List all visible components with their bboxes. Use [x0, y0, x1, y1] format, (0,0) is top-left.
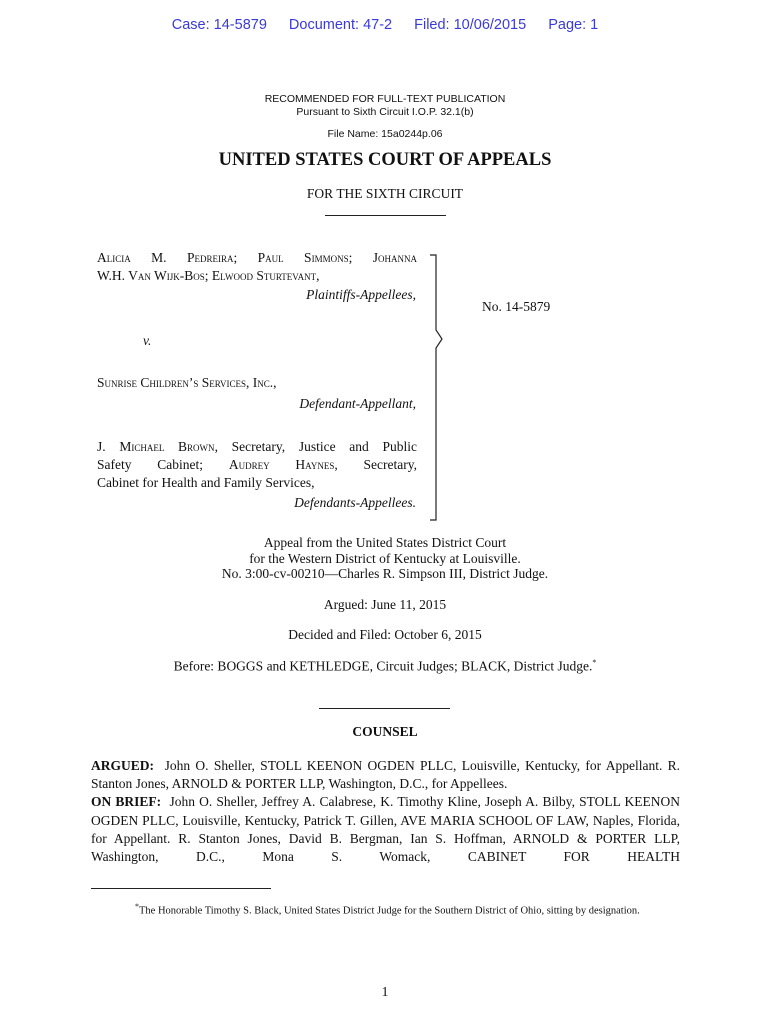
defendants2-line-3: Cabinet for Health and Family Services, — [97, 475, 315, 490]
brief-label: ON BRIEF: — [91, 794, 162, 810]
caption-bracket — [425, 252, 449, 524]
defendants2-role: Defendants-Appellees. — [294, 495, 416, 510]
panel-judges: Before: BOGGS and KETHLEDGE, Circuit Judges; BLACK, District Judge.* — [173, 658, 597, 674]
versus: v. — [143, 333, 152, 348]
defendants2-line-1: J. Michael Brown, Secretary, Justice and Public — [97, 439, 417, 454]
defendant-name: Sunrise Children’s Services, Inc., — [97, 375, 277, 390]
footnote-rule — [91, 888, 271, 889]
argued-label: ARGUED: — [91, 758, 154, 773]
publication-rule: Pursuant to Sixth Circuit I.O.P. 32.1(b) — [296, 106, 474, 118]
argued-paragraph — [91, 757, 680, 793]
plaintiffs-line-2: W.H. Van Wijk-Bos; Elwood Sturtevant, — [97, 268, 320, 283]
file-name: File Name: 15a0244p.06 — [327, 128, 443, 140]
counsel-divider — [319, 708, 450, 709]
document-number: Document: 47-2 — [288, 17, 393, 33]
plaintiffs-role: Plaintiffs-Appellees, — [306, 287, 416, 302]
argued-date: Argued: June 11, 2015 — [323, 597, 447, 612]
appeal-line-1: Appeal from the United States District Court — [263, 535, 507, 550]
filed-date: Filed: 10/06/2015 — [414, 17, 527, 33]
footnote-mark: * — [135, 902, 139, 911]
footnote — [91, 899, 680, 920]
defendant-role: Defendant-Appellant, — [299, 396, 416, 411]
plaintiffs-line-1: Alicia M. Pedreira; Paul Simmons; Johanna — [97, 250, 417, 265]
counsel-text — [91, 757, 680, 866]
title-divider — [325, 215, 446, 216]
counsel-heading: COUNSEL — [352, 724, 418, 739]
brief-text: John O. Sheller, Jeffrey A. Calabrese, K. Timothy Kline, Joseph A. Bilby, STOLL KEENON OGDEN PLLC, Louisville, Kentucky, Patrick T. Gillen, AVE MARIA SCHOOL OF LAW, Naples, Florida, for Appellant. R. Stanton Jones, David B. Bergman, Ian S. Hoffman, ARNOLD & PORTER LLP, Washington, D.C., Mona S. Womack, CABINET FOR HEALTH — [91, 794, 680, 865]
docket-number: No. 14-5879 — [482, 299, 551, 314]
page-number: 1 — [381, 985, 389, 1000]
argued-text: John O. Sheller, STOLL KEENON OGDEN PLLC, Louisville, Kentucky, for Appellant. R. Stanton Jones, ARNOLD & PORTER LLP, Washington, D.C., for Appellees. — [91, 758, 681, 792]
case-number: Case: 14-5879 — [171, 17, 267, 33]
footnote-marker: * — [592, 658, 597, 667]
appeal-line-2: for the Western District of Kentucky at Louisville. — [249, 551, 521, 566]
ecf-header — [0, 17, 770, 33]
footnote-text: The Honorable Timothy S. Black, United States District Judge for the Southern District of Ohio, sitting by designation. — [139, 905, 640, 917]
defendants2-line-2: Safety Cabinet; Audrey Haynes, Secretary, — [97, 457, 417, 472]
ecf-page-number: Page: 1 — [548, 17, 599, 33]
circuit-name: FOR THE SIXTH CIRCUIT — [306, 186, 464, 201]
decided-date: Decided and Filed: October 6, 2015 — [288, 627, 482, 642]
brief-paragraph — [91, 793, 680, 866]
appeal-line-3: No. 3:00-cv-00210—Charles R. Simpson III, District Judge. — [221, 566, 549, 581]
publication-recommendation: RECOMMENDED FOR FULL-TEXT PUBLICATION — [264, 93, 506, 105]
court-title: UNITED STATES COURT OF APPEALS — [218, 150, 552, 170]
